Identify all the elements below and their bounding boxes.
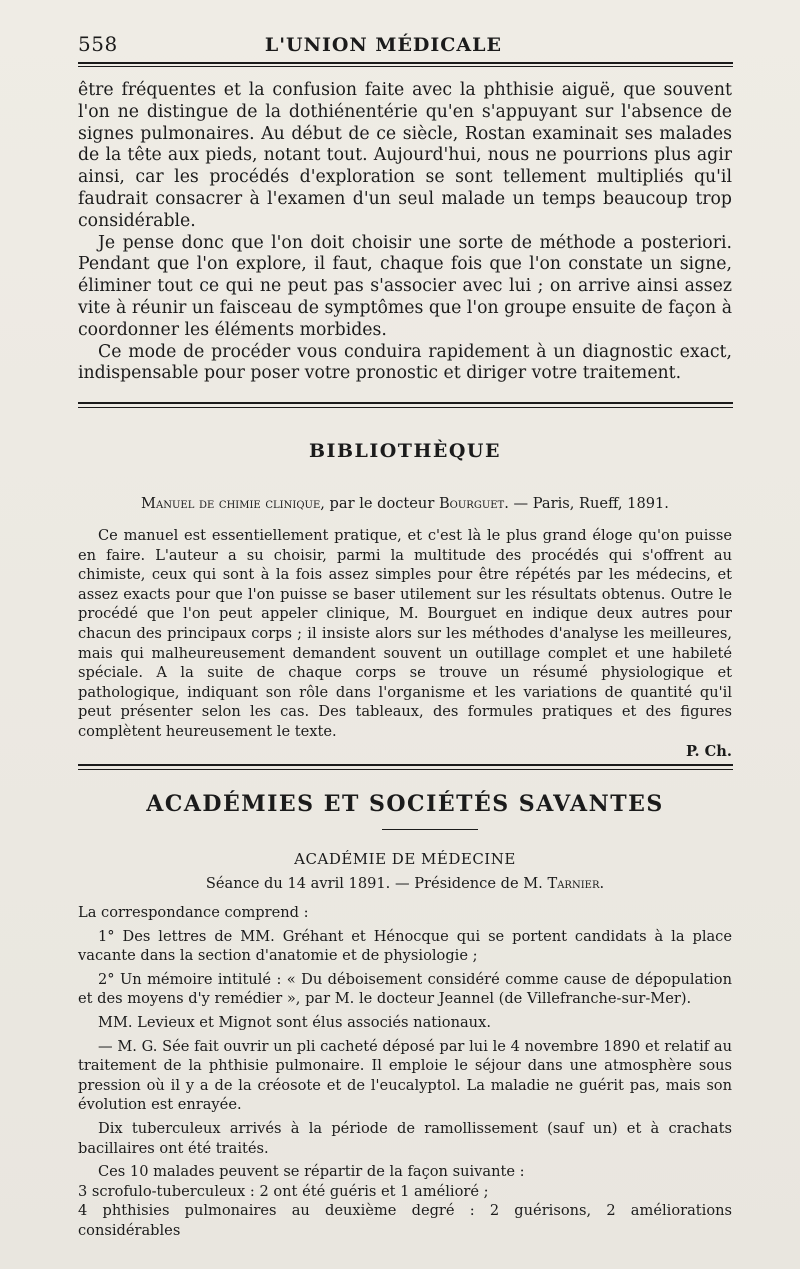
intro-paragraph-1: être fréquentes et la confusion faite avec la phthisie aiguë, que souvent l'on ne distingue de la dothiénentérie qu'en s'appuyant sur l'absence de signes pulmonaires. Au début de ce siècle, Rostan examinait ses malades de la tête aux pieds, notant tout. Aujourd'hui, nous ne pourrions plus agir ainsi, car les procédés d'exploration se sont tellement multipliés qu'il faudrait consacrer à l'examen d'un seul malade un temps beaucoup trop considérable. [78, 80, 732, 231]
header-rule [78, 62, 733, 64]
intro-paragraph-2 [78, 233, 732, 342]
academies-rule [78, 764, 733, 766]
seance-president: Tarnier. [547, 875, 605, 892]
page-number: 558 [78, 32, 118, 56]
book-title: Manuel de chimie clinique, [141, 495, 325, 512]
intro-paragraph-2-text: Je pense donc que l'on doit choisir une sorte de méthode a posteriori. Pendant que l'on explore, il faut, chaque fois que l'on constate un signe, éliminer tout ce qui ne peut pas s'associer avec lui ; on arrive ainsi assez vite à réunir un faisceau de symptômes que l'on groupe ensuite de façon à coordonner les éléments morbides. [78, 232, 732, 340]
academie-subtitle: ACADÉMIE DE MÉDECINE [294, 850, 516, 868]
intro-text [78, 80, 732, 385]
page-header [78, 32, 730, 56]
running-title: L'UNION MÉDICALE [264, 34, 502, 56]
academies-paragraph-7: Ces 10 malades peuvent se répartir de la façon suivante : [98, 1163, 525, 1181]
academies-paragraph-5: — M. G. Sée fait ouvrir un pli cacheté déposé par lui le 4 novembre 1890 et relatif au traitement de la phthisie pulmonaire. Il emploie le séjour dans une atmosphère sous pression où il y a de la créosote et de l'eucalyptol. La maladie ne guérit pas, mais son évolution est enrayée. [78, 1037, 732, 1114]
academies-paragraph-9: 4 phthisies pulmonaires au deuxième degré : 2 guérisons, 2 améliorations considérables [78, 1202, 732, 1239]
book-reference [78, 495, 732, 512]
bibliotheque-title: BIBLIOTHÈQUE [309, 440, 501, 462]
review-text: Ce manuel est essentiellement pratique, et c'est là le plus grand éloge qu'on puisse en faire. L'auteur a su choisir, parmi la multitude des procédés qui s'offrent au chimiste, ceux qui sont à la fois assez simples pour être répétés par les médecins, et assez exacts pour que l'on puisse se baser utilement sur les résultats obtenus. Outre le procédé que l'on peut appeler clinique, M. Bourguet en indique deux autres pour chacun des principaux corps ; il insiste alors sur les méthodes d'analyse les meilleures, mais qui malheureusement demandent souvent un outillage complet et une habileté spéciale. A la suite de chaque corps se trouve un résumé physiologique et pathologique, indiquant son rôle dans l'organisme et les variations de quantité qu'il peut présenter selon les cas. Des tableaux, des formules pratiques et des figures complètent heureusement le texte. [78, 527, 732, 740]
seance-date: Séance du 14 avril 1891. [205, 875, 391, 892]
academies-rule-thin [78, 769, 733, 770]
academies-paragraph-2: 1° Des lettres de MM. Gréhant et Hénocque qui se portent candidats à la place vacante dans la section d'anatomie et de physiologie ; [78, 927, 732, 965]
academies-title: ACADÉMIES ET SOCIÉTÉS SAVANTES [146, 791, 664, 817]
academies-short-rule [382, 829, 478, 830]
academies-paragraph-6: Dix tuberculeux arrivés à la période de ramollissement (sauf un) et à crachats bacillaires ont été traités. [78, 1119, 732, 1157]
seance-line [78, 875, 732, 892]
header-rule-thin [78, 66, 733, 67]
book-publisher: — Paris, Rueff, 1891. [513, 495, 669, 512]
book-review [78, 526, 732, 761]
academies-paragraph-3: 2° Un mémoire intitulé : « Du déboisement considéré comme cause de dépopulation et des moyens d'y remédier », par M. le docteur Jeannel (de Villefranche-sur-Mer). [78, 970, 732, 1008]
book-author: Bourguet. [438, 495, 509, 512]
seance-presidence: — Présidence de M. [394, 875, 543, 892]
book-by: par le docteur [329, 495, 435, 512]
academies-paragraph-1: La correspondance comprend : [78, 904, 309, 921]
review-signature: P. Ch. [685, 742, 732, 760]
academies-paragraph-4: MM. Levieux et Mignot sont élus associés nationaux. [98, 1013, 491, 1031]
section-rule-thin [78, 407, 733, 408]
academies-text [78, 903, 732, 1241]
academies-paragraph-8: 3 scrofulo-tuberculeux : 2 ont été guéris et 1 amélioré ; [78, 1182, 489, 1200]
intro-paragraph-3: Ce mode de procéder vous conduira rapidement à un diagnostic exact, indispensable pour poser votre pronostic et diriger votre traitement. [78, 341, 732, 384]
section-rule [78, 402, 733, 404]
